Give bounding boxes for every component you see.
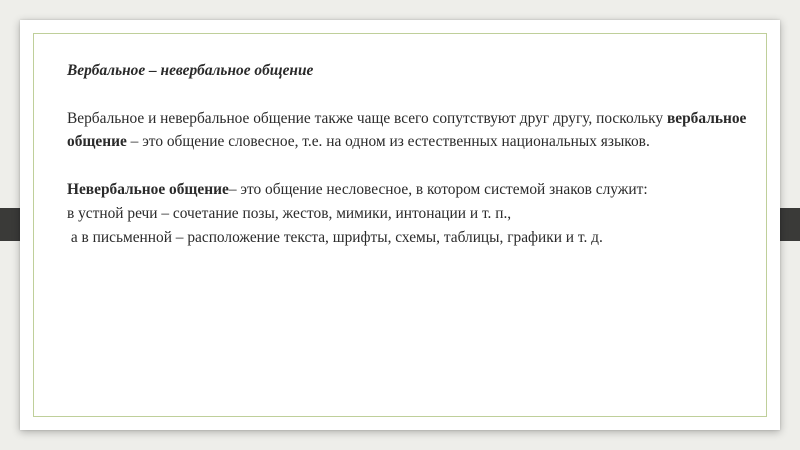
paragraph-nonverbal-text: – это общение несловесное, в котором системой знаков служит:	[228, 180, 648, 198]
verbal-communication-term: вербальное общение	[67, 109, 747, 151]
nonverbal-communication-term: Невербальное общение	[67, 180, 229, 198]
slide-title: Вербальное – невербальное общение	[67, 62, 314, 79]
paragraph-verbal-text-1: Вербальное и невербальное общение также чаще всего сопутствуют друг другу, поскольку	[67, 109, 667, 127]
oral-speech-line: в устной речи – сочетание позы, жестов, мимики, интонации и т. п.,	[67, 204, 512, 222]
slide-content	[67, 59, 747, 249]
written-speech-line: а в письменной – расположение текста, шрифты, схемы, таблицы, графики и т. д.	[67, 228, 603, 246]
paragraph-verbal-text-2: – это общение словесное, т.е. на одном из естественных национальных языков.	[126, 133, 650, 151]
spacer	[67, 154, 747, 178]
spacer	[67, 83, 747, 107]
paragraph-nonverbal	[67, 178, 747, 202]
paragraph-verbal	[67, 107, 747, 155]
